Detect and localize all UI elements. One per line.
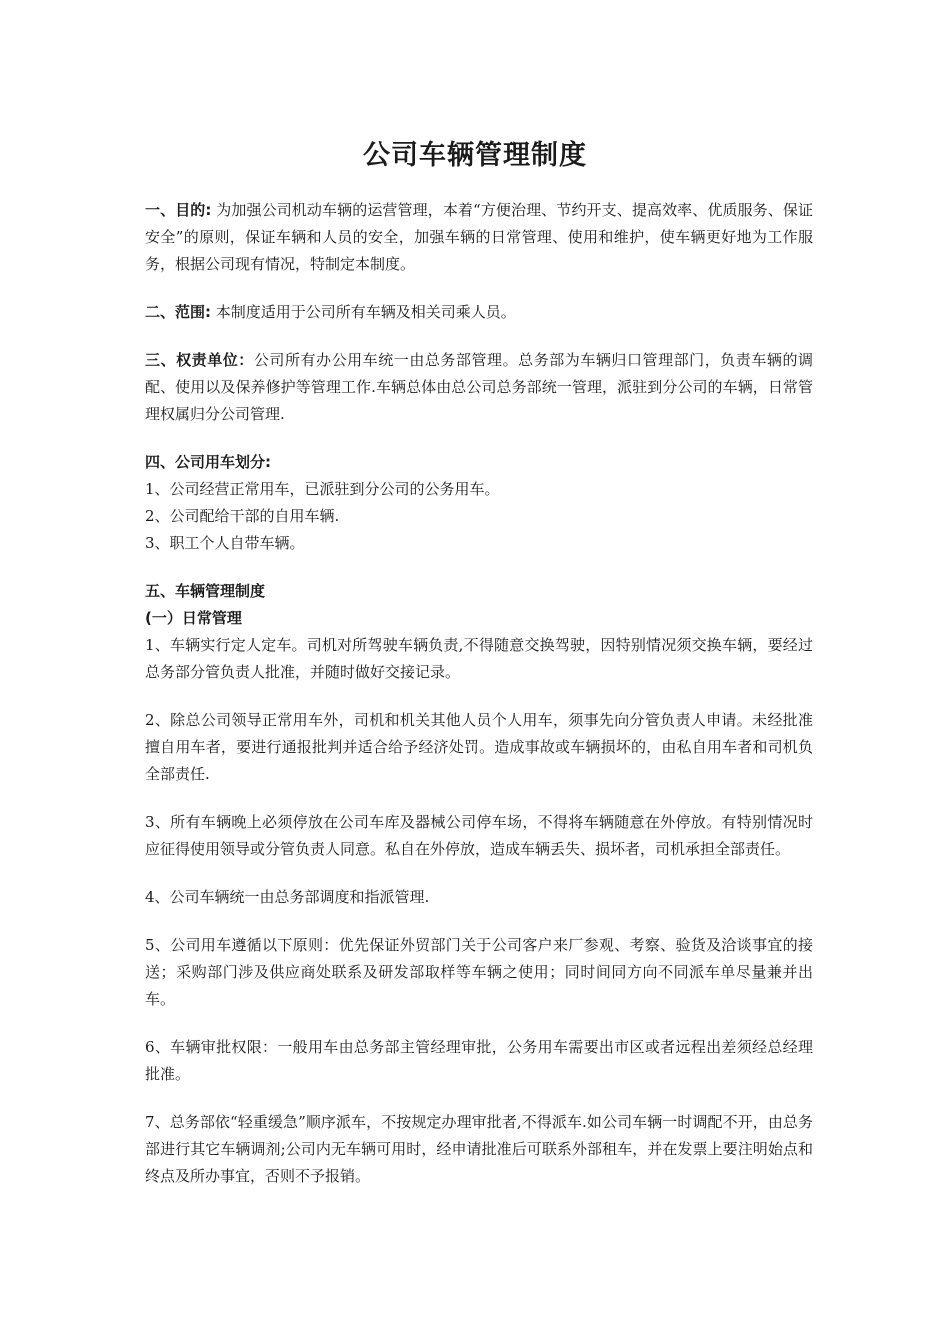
section-heading: 一、目的: [145,201,212,219]
paragraph-gap [145,911,813,932]
list-item: 1、公司经营正常用车，已派驻到分公司的公务用车。 [145,480,500,498]
section-heading: 二、范围: [145,303,211,321]
list-item: 2、公司配给干部的自用车辆. [145,507,340,525]
rule-paragraph: 5、公司用车遵循以下原则：优先保证外贸部门关于公司客户来厂参观、考察、验货及洽谈事宜的接送；采购部门涉及供应商处联系及研发部取样等车辆之使用；同时间同方向不同派车单尽量兼并出车。 [145,936,813,1008]
paragraph-gap [145,1088,813,1109]
paragraph-gap [145,863,813,884]
section-scope [145,299,813,326]
section-heading-management: 五、车辆管理制度 [145,582,266,600]
rule-paragraph: 7、总务部依“轻重缓急”顺序派车，不按规定办理审批者,不得派车.如公司车辆一时调配不开，由总务部进行其它车辆调剂;公司内无车辆可用时，经申请批准后可联系外部租车，并在发票上要注明始点和终点及所办事宜，否则不予报销。 [145,1113,813,1185]
rule-paragraph: 3、所有车辆晚上必须停放在公司车库及器械公司停车场，不得将车辆随意在外停放。有特别情况时应征得使用领导或分管负责人同意。私自在外停放，造成车辆丢失、损坏者，司机承担全部责任。 [145,813,813,858]
paragraph-gap [145,278,813,299]
section-text: 公司所有办公用车统一由总务部管理。总务部为车辆归口管理部门，负责车辆的调配、使用以及保养修护等管理工作.车辆总体由总公司总务部统一管理，派驻到分公司的车辆，日常管理权属归分公司管理. [145,351,813,423]
paragraph-gap [145,326,813,347]
section-purpose [145,197,813,278]
paragraph-gap [145,686,813,707]
section-heading: 三、权责单位： [145,351,254,369]
document-title: 公司车辆管理制度 [363,140,587,171]
section-text: 为加强公司机动车辆的运营管理，本着“方便治理、节约开支、提高效率、优质服务、保证安全”的原则，保证车辆和人员的安全，加强车辆的日常管理、使用和维护，使车辆更好地为工作服务，根据公司现有情况，特制定本制度。 [145,201,813,273]
rule-paragraph: 1、车辆实行定人定车。司机对所驾驶车辆负责,不得随意交换驾驶，因特别情况须交换车辆，要经过总务部分管负责人批准，并随时做好交接记录。 [145,636,813,681]
rule-paragraph: 2、除总公司领导正常用车外，司机和机关其他人员个人用车，须事先向分管负责人申请。未经批准擅自用车者，要进行通报批判并适合给予经济处罚。造成事故或车辆损坏的，由私自用车者和司机负全部责任. [145,711,813,783]
subsection-heading: (一）日常管理 [145,609,242,627]
paragraph-gap [145,557,813,578]
paragraph-gap [145,788,813,809]
section-heading-classification: 四、公司用车划分: [145,453,271,471]
section-responsibility [145,347,813,428]
list-item: 3、职工个人自带车辆。 [145,534,305,552]
document-body [145,197,813,1190]
rule-paragraph: 6、车辆审批权限：一般用车由总务部主管经理审批，公务用车需要出市区或者远程出差须经总经理批准。 [145,1038,813,1083]
rule-paragraph: 4、公司车辆统一由总务部调度和指派管理. [145,888,430,906]
paragraph-gap [145,1013,813,1034]
section-text: 本制度适用于公司所有车辆及相关司乘人员。 [211,303,516,321]
paragraph-gap [145,428,813,449]
